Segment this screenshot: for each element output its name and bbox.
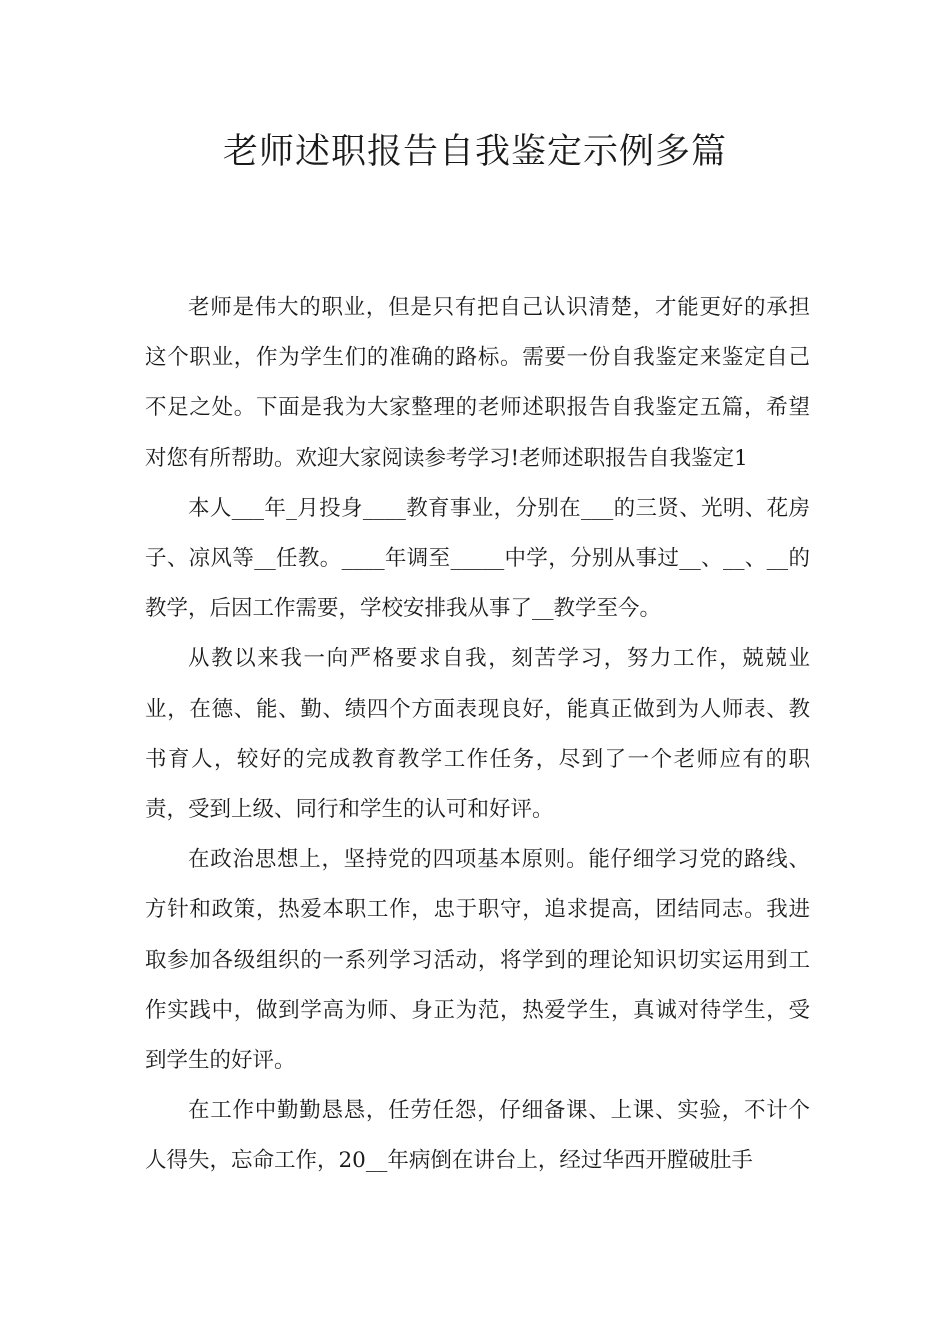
paragraph-work: 在工作中勤勤恳恳，任劳任怨，仔细备课、上课、实验，不计个人得失，忘命工作，20__年病倒在讲台上，经过华西开膛破肚手 xyxy=(145,1098,810,1174)
paragraph-conduct: 从教以来我一向严格要求自我，刻苦学习，努力工作，兢兢业业，在德、能、勤、绩四个方面表现良好，能真正做到为人师表、教书育人，较好的完成教育教学工作任务，尽到了一个老师应有的职责，受到上级、同行和学生的认可和好评。 xyxy=(145,646,810,823)
paragraph-political: 在政治思想上，坚持党的四项基本原则。能仔细学习党的路线、方针和政策，热爱本职工作，忠于职守，追求提高，团结同志。我进取参加各级组织的一系列学习活动，将学到的理论知识切实运用到工作实践中，做到学高为师、身正为范，热爱学生，真诚对待学生，受到学生的好评。 xyxy=(145,847,810,1074)
document-body xyxy=(145,283,810,1187)
document-title: 老师述职报告自我鉴定示例多篇 xyxy=(222,132,727,172)
paragraph-background: 本人___年_月投身____教育事业，分别在___的三贤、光明、花房子、凉风等__任教。____年调至_____中学，分别从事过__、__、__的教学，后因工作需要，学校安排我从事了__教学至今。 xyxy=(145,495,810,622)
paragraph-intro: 老师是伟大的职业，但是只有把自己认识清楚，才能更好的承担这个职业，作为学生们的准确的路标。需要一份自我鉴定来鉴定自己不足之处。下面是我为大家整理的老师述职报告自我鉴定五篇，希望对您有所帮助。欢迎大家阅读参考学习!老师述职报告自我鉴定1 xyxy=(145,295,810,471)
